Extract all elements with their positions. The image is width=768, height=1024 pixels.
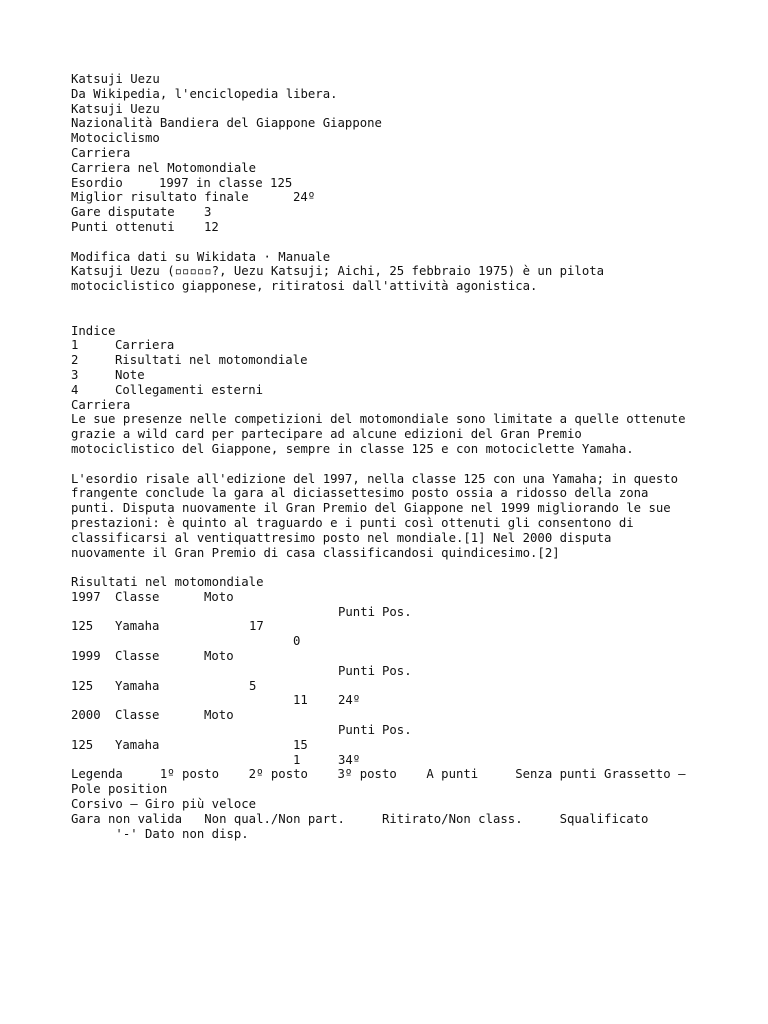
- intro-line: Katsuji Uezu (▫▫▫▫▫?, Uezu Katsuji; Aichi, 25 febbraio 1975) è un pilota: [71, 264, 605, 279]
- col-moto: Moto: [204, 589, 234, 604]
- results-row: [71, 693, 731, 708]
- col-moto: Moto: [204, 708, 234, 723]
- toc-item[interactable]: [71, 353, 731, 368]
- infobox-sport: Motociclismo: [71, 131, 160, 146]
- infobox-row: [71, 220, 731, 235]
- legend-line: Gara non valida Non qual./Non part. Ritirato/Non class. Squalificato: [71, 811, 649, 826]
- col-punti: Punti: [338, 604, 376, 619]
- cell-race-result: 15: [293, 737, 308, 752]
- col-classe: Classe: [115, 708, 160, 723]
- source-line: Da Wikipedia, l'enciclopedia libera.: [71, 86, 338, 101]
- infobox-label: Miglior risultato finale: [71, 190, 249, 205]
- cell-classe: 125: [71, 678, 94, 693]
- col-moto: Moto: [204, 649, 234, 664]
- intro-line: motociclistico giapponese, ritiratosi dall'attività agonistica.: [71, 279, 538, 294]
- infobox-nationality: Nazionalità Bandiera del Giappone Giappone: [71, 116, 382, 131]
- results-row: [71, 679, 731, 694]
- article: [71, 72, 731, 841]
- toc-item[interactable]: [71, 368, 731, 383]
- cell-punti: 11: [293, 693, 308, 708]
- col-classe: Classe: [115, 649, 160, 664]
- cell-moto: Yamaha: [115, 619, 160, 634]
- infobox-label: Punti ottenuti: [71, 219, 175, 234]
- results-header-row: [71, 723, 731, 738]
- season-year: 1997: [71, 589, 101, 604]
- col-pos: Pos.: [382, 604, 412, 619]
- toc-item[interactable]: [71, 383, 731, 398]
- paragraph-line: motociclistico del Giappone, sempre in classe 125 e con motociclette Yamaha.: [71, 441, 634, 456]
- paragraph-line: Le sue presenze nelle competizioni del motomondiale sono limitate a quelle ottenute: [71, 412, 686, 427]
- legend-line: Legenda 1º posto 2º posto 3º posto A punti Senza punti Grassetto –: [71, 767, 686, 782]
- toc-number: 2: [71, 353, 79, 368]
- legend-line: Pole position: [71, 782, 168, 797]
- col-pos: Pos.: [382, 723, 412, 738]
- cell-race-result: 5: [249, 678, 257, 693]
- toc-number: 3: [71, 367, 79, 382]
- cell-classe: 125: [71, 619, 94, 634]
- results-row: [71, 634, 731, 649]
- infobox-career-heading: Carriera: [71, 145, 131, 160]
- results-row: [71, 619, 731, 634]
- cell-pos: 34º: [338, 752, 361, 767]
- toc-label[interactable]: Carriera: [115, 338, 175, 353]
- toc-label[interactable]: Risultati nel motomondiale: [115, 353, 308, 368]
- toc-number: 4: [71, 382, 79, 397]
- infobox-row: [71, 176, 731, 191]
- section-heading-risultati: Risultati nel motomondiale: [71, 575, 264, 590]
- cell-moto: Yamaha: [115, 678, 160, 693]
- toc-item[interactable]: [71, 338, 731, 353]
- paragraph-line: punti. Disputa nuovamente il Gran Premio del Giappone nel 1999 migliorando le sue: [71, 501, 671, 516]
- col-classe: Classe: [115, 589, 160, 604]
- toc-title: Indice: [71, 323, 116, 338]
- season-year: 1999: [71, 649, 101, 664]
- paragraph-line: L'esordio risale all'edizione del 1997, nella classe 125 con una Yamaha; in questo: [71, 471, 679, 486]
- results-header-row: [71, 590, 731, 605]
- infobox-row: [71, 190, 731, 205]
- infobox-value: 24º: [293, 190, 316, 205]
- results-header-row: [71, 708, 731, 723]
- section-heading-carriera: Carriera: [71, 397, 131, 412]
- cell-pos: 24º: [338, 693, 361, 708]
- cell-punti: 1: [293, 752, 301, 767]
- page-title: Katsuji Uezu: [71, 72, 160, 86]
- paragraph-line: prestazioni: è quinto al traguardo e i punti così ottenuti gli consentono di: [71, 515, 634, 530]
- results-header-row: [71, 605, 731, 620]
- col-punti: Punti: [338, 663, 376, 678]
- results-row: [71, 753, 731, 768]
- results-header-row: [71, 664, 731, 679]
- infobox-value: 3: [204, 205, 212, 220]
- infobox-label: Esordio: [71, 175, 123, 190]
- infobox-row: [71, 205, 731, 220]
- paragraph-line: classificarsi al ventiquattresimo posto nel mondiale.[1] Nel 2000 disputa: [71, 530, 612, 545]
- paragraph-line: nuovamente il Gran Premio di casa classificandosi quindicesimo.[2]: [71, 545, 560, 560]
- infobox-label: Gare disputate: [71, 205, 175, 220]
- col-punti: Punti: [338, 723, 376, 738]
- results-header-row: [71, 649, 731, 664]
- infobox-value: 12: [204, 219, 219, 234]
- cell-classe: 125: [71, 737, 94, 752]
- paragraph-line: frangente conclude la gara al diciassettesimo posto ossia a ridosso della zona: [71, 486, 649, 501]
- infobox-name: Katsuji Uezu: [71, 101, 160, 116]
- season-year: 2000: [71, 708, 101, 723]
- legend-line: '-' Dato non disp.: [71, 826, 249, 841]
- col-pos: Pos.: [382, 663, 412, 678]
- toc-number: 1: [71, 338, 79, 353]
- results-row: [71, 738, 731, 753]
- toc-label[interactable]: Collegamenti esterni: [115, 382, 264, 397]
- toc-label[interactable]: Note: [115, 367, 145, 382]
- cell-race-result: 17: [249, 619, 264, 634]
- cell-moto: Yamaha: [115, 737, 160, 752]
- paragraph-line: grazie a wild card per partecipare ad alcune edizioni del Gran Premio: [71, 427, 582, 442]
- wikidata-link[interactable]: Modifica dati su Wikidata · Manuale: [71, 249, 331, 264]
- infobox-motomondiale-heading: Carriera nel Motomondiale: [71, 160, 257, 175]
- cell-punti: 0: [293, 634, 301, 649]
- infobox-value: 1997 in classe 125: [159, 175, 293, 190]
- legend-line: Corsivo – Giro più veloce: [71, 797, 257, 812]
